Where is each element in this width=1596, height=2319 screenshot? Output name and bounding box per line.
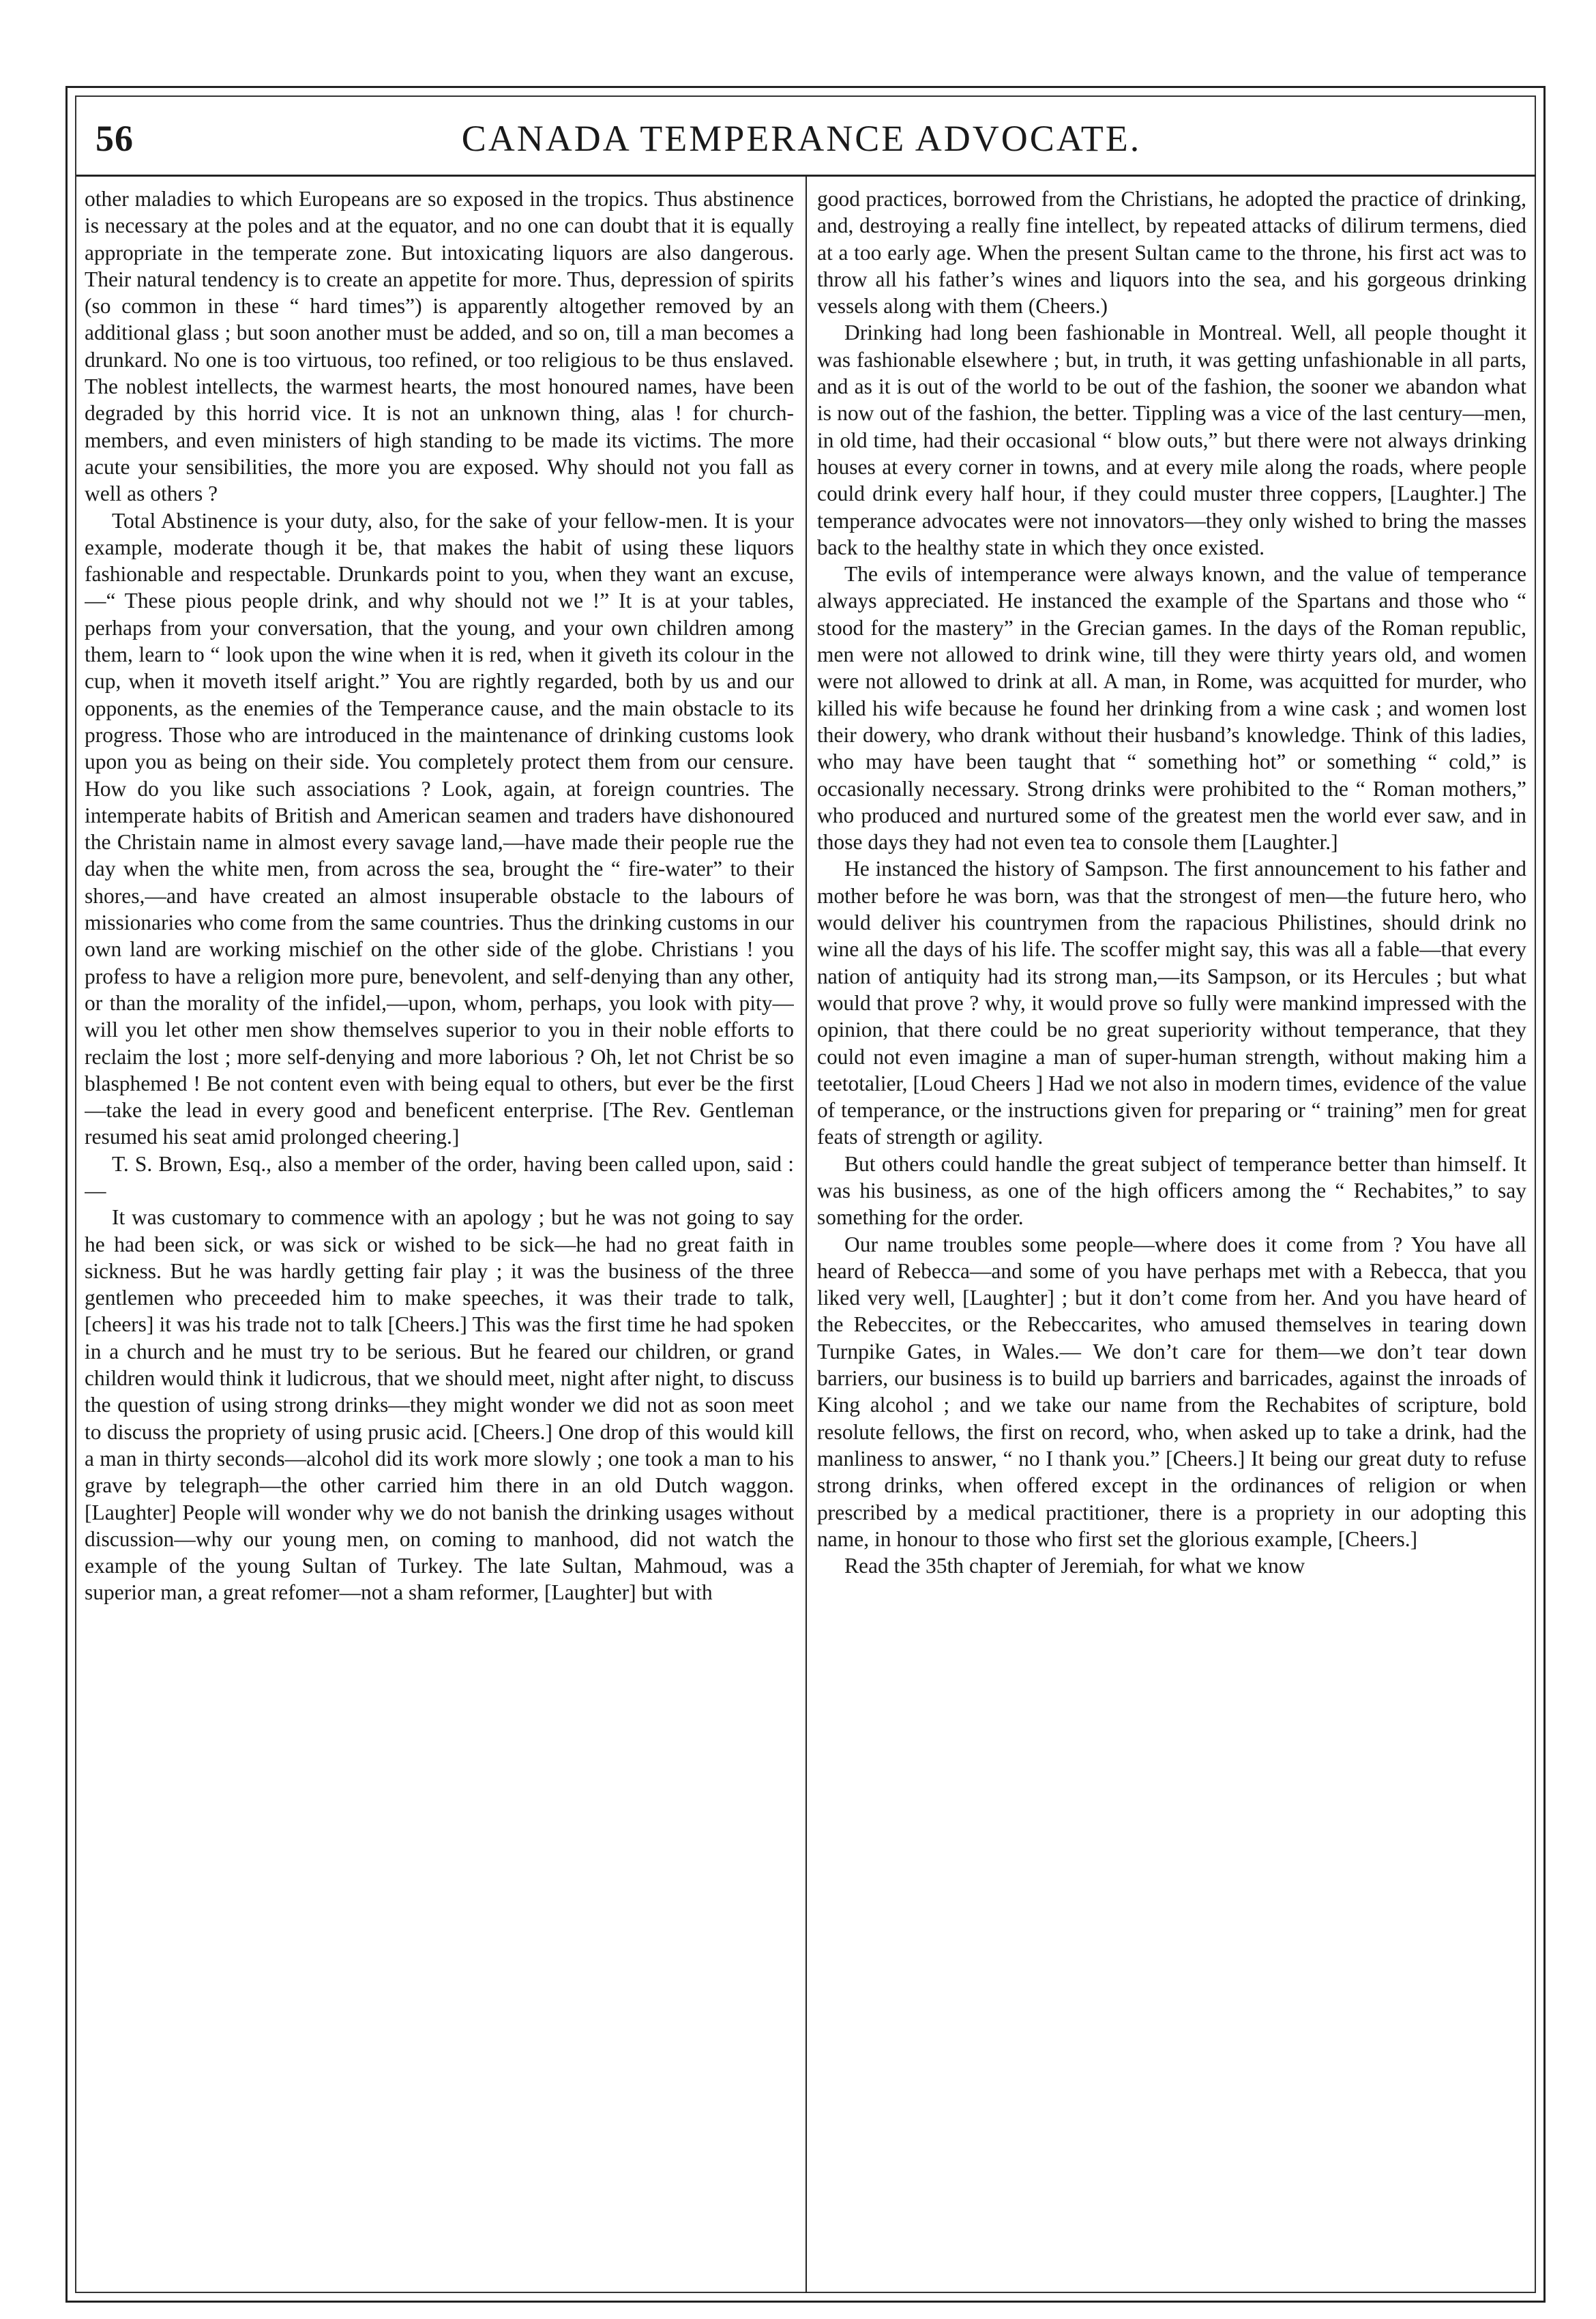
paragraph: Our name troubles some people—where does it come from ? You have all heard of Rebecca—and some of you have perhaps met with a Rebecca, that you liked very well, [Laughter] ; but it don’t come from her. And you have heard of the Rebeccites, or the Rebeccarites, who amused themselves in tearing down Turnpike Gates, in Wales.— We don’t care for them—we don’t tear down barriers, our business is to build up barriers and barricades, against the inroads of King alcohol ; and we take our name from the Rechabites of scripture, bold resolute fellows, the first on record, who, when asked up to take a drink, had the manliness to answer, “ no I thank you.” [Cheers.] It being our great duty to refuse strong drinks, when offered except in the ordinances of religion or when prescribed by a medical practitioner, there is a propriety in our adopting this name, in honour to those who first set the glorious example, [Cheers.] xyxy=(817,1232,1526,1551)
paragraph: The evils of intemperance were always known, and the value of temperance always appreciated. He instanced the example of the Spartans and those who “ stood for the mastery” in the Grecian games. In the days of the Roman republic, men were not allowed to drink wine, till they were thirty years old, and women were not allowed to drink at all. A man, in Rome, was acquitted for murder, who killed his wife because he found her drinking from a wine cask ; and women lost their dowery, who drank without their husband’s knowledge. Think of this ladies, who may have been taught that “ something hot” or something “ cold,” is occasionally necessary. Strong drinks were prohibited to the “ Roman mothers,” who produced and nurtured some of the greatest men the world ever saw, and in those days they had not even tea to console them [Laughter.] xyxy=(817,562,1526,855)
paragraph: It was customary to commence with an apology ; but he was not going to say he had been sick, or was sick or wished to be sick—he had no great faith in sickness. But he was hardly getting fair play ; it was the business of the three gentlemen who preceeded him to make speeches, it was their trade to talk, [cheers] it was his trade not to talk [Cheers.] This was the first time he had spoken in a church and he must try to be serious. But he feared our children, or grand children would think it ludicrous, that we should meet, night after night, to discuss the question of using strong drinks—they might wonder we did not as soon meet to discuss the propriety of using prusic acid. [Cheers.] One drop of this would kill a man in thirty seconds—alcohol did its work more slowly ; one took a man to his grave by telegraph—the other carried him there in an old Dutch waggon. [Laughter] People will wonder why we do not banish the drinking usages without discussion—why our young men, on coming to manhood, did not watch the example of the young Sultan of Turkey. The late Sultan, Mahmoud, was a superior man, a great refomer—not a sham reformer, [Laughter] but with xyxy=(85,1205,794,1605)
paragraph: He instanced the history of Sampson. The first announcement to his father and mother before he was born, was that the strongest of men—the future hero, who would deliver his countrymen from the rapacious Philistines, should drink no wine all the days of his life. The scoffer might say, this was all a fable—that every nation of antiquity had its strong man,—its Sampson, or its Hercules ; but what would that prove ? why, it would prove so fully were mankind impressed with the opinion, that there could be no great superiority without temperance, that they could not even imagine a man of super-human strength, without making him a teetotalier, [Loud Cheers ] Had we not also in modern times, evidence of the value of temperance, or the instructions given for preparing or “ training” men for great feats of strength or agility. xyxy=(817,857,1526,1149)
paragraph: But others could handle the great subject of temperance better than himself. It was his business, as one of the high officers among the “ Rechabites,” to say something for the order. xyxy=(817,1151,1526,1230)
paragraph: T. S. Brown, Esq., also a member of the order, having been called upon, said :— xyxy=(85,1151,794,1202)
paragraph: good practices, borrowed from the Christians, he adopted the practice of drinking, and, destroying a really fine intellect, by repeated attacks of dilirum termens, died at a too early age. When the present Sultan came to the throne, his first act was to throw all his father’s wines and liquors into the sea, and his gorgeous drinking vessels along with them (Cheers.) xyxy=(817,187,1526,319)
paragraph: other maladies to which Europeans are so exposed in the tropics. Thus abstinence is necessary at the poles and at the equator, and no one can doubt that it is equally appropriate in the temperate zone. But intoxicating liquors are also dangerous. Their natural tendency is to create an appetite for more. Thus, depression of spirits (so common in these “ hard times”) is apparently altogether removed by an additional glass ; but soon another must be added, and so on, till a man becomes a drunkard. No one is too virtuous, too refined, or too religious to be thus enslaved. The noblest intellects, the warmest hearts, the most honoured names, have been degraded by this horrid vice. It is not an unknown thing, alas ! for church-members, and even ministers of high standing to be made its victims. The more acute your sensibilities, the more you are exposed. Why should not you fall as well as others ? xyxy=(85,187,794,506)
right-column xyxy=(817,186,1526,2286)
paragraph: Total Abstinence is your duty, also, for the sake of your fellow-men. It is your example, moderate though it be, that makes the habit of using these liquors fashionable and respectable. Drunkards point to you, when they want an excuse,—“ These pious people drink, and why should not we !” It is at your tables, perhaps from your conversation, that the young, and your own children among them, learn to “ look upon the wine when it is red, when it giveth its colour in the cup, when it moveth itself aright.” You are rightly regarded, both by us and our opponents, as the enemies of the Temperance cause, and the main obstacle to its progress. Those who are introduced in the maintenance of drinking customs look upon you as being on their side. You completely protect them from our censure. How do you like such associations ? Look, again, at foreign countries. The intemperate habits of British and American seamen and traders have dishonoured the Christain name in almost every savage land,—have made their people rue the day when the white men, from across the sea, brought the “ fire-water” to their shores,—and have created an almost insuperable obstacle to the labours of missionaries who come from the same countries. Thus the drinking customs in our own land are working mischief on the other side of the globe. Christians ! you profess to have a religion more pure, benevolent, and self-denying than any other, or than the morality of the infidel,—upon, whom, perhaps, you look with pity—will you let other men show themselves superior to you in their noble efforts to reclaim the lost ; more self-denying and more laborious ? Oh, let not Christ be so blasphemed ! Be not content even with being equal to others, but ever be the first—take the lead in every good and beneficent enterprise. [The Rev. Gentleman resumed his seat amid prolonged cheering.] xyxy=(85,508,794,1149)
page-number: 56 xyxy=(95,118,134,159)
page-header xyxy=(82,117,1521,172)
paragraph: Read the 35th chapter of Jeremiah, for what we know xyxy=(844,1554,1305,1578)
paragraph: Drinking had long been fashionable in Montreal. Well, all people thought it was fashionable elsewhere ; but, in truth, it was getting unfashionable in all parts, and as it is out of the world to be out of the fashion, the sooner we abandon what is now out of the fashion, the better. Tippling was a vice of the last century—men, in old time, had their occasional “ blow outs,” but there were not always drinking houses at every corner in towns, and at every mile along the roads, where people could drink every half hour, if they could muster three coppers, [Laughter.] The temperance advocates were not innovators—they only wished to bring the masses back to the healthy state in which they once existed. xyxy=(817,321,1526,559)
running-head: CANADA TEMPERANCE ADVOCATE. xyxy=(461,118,1142,159)
column-divider xyxy=(806,176,807,2293)
left-column xyxy=(85,186,794,2286)
